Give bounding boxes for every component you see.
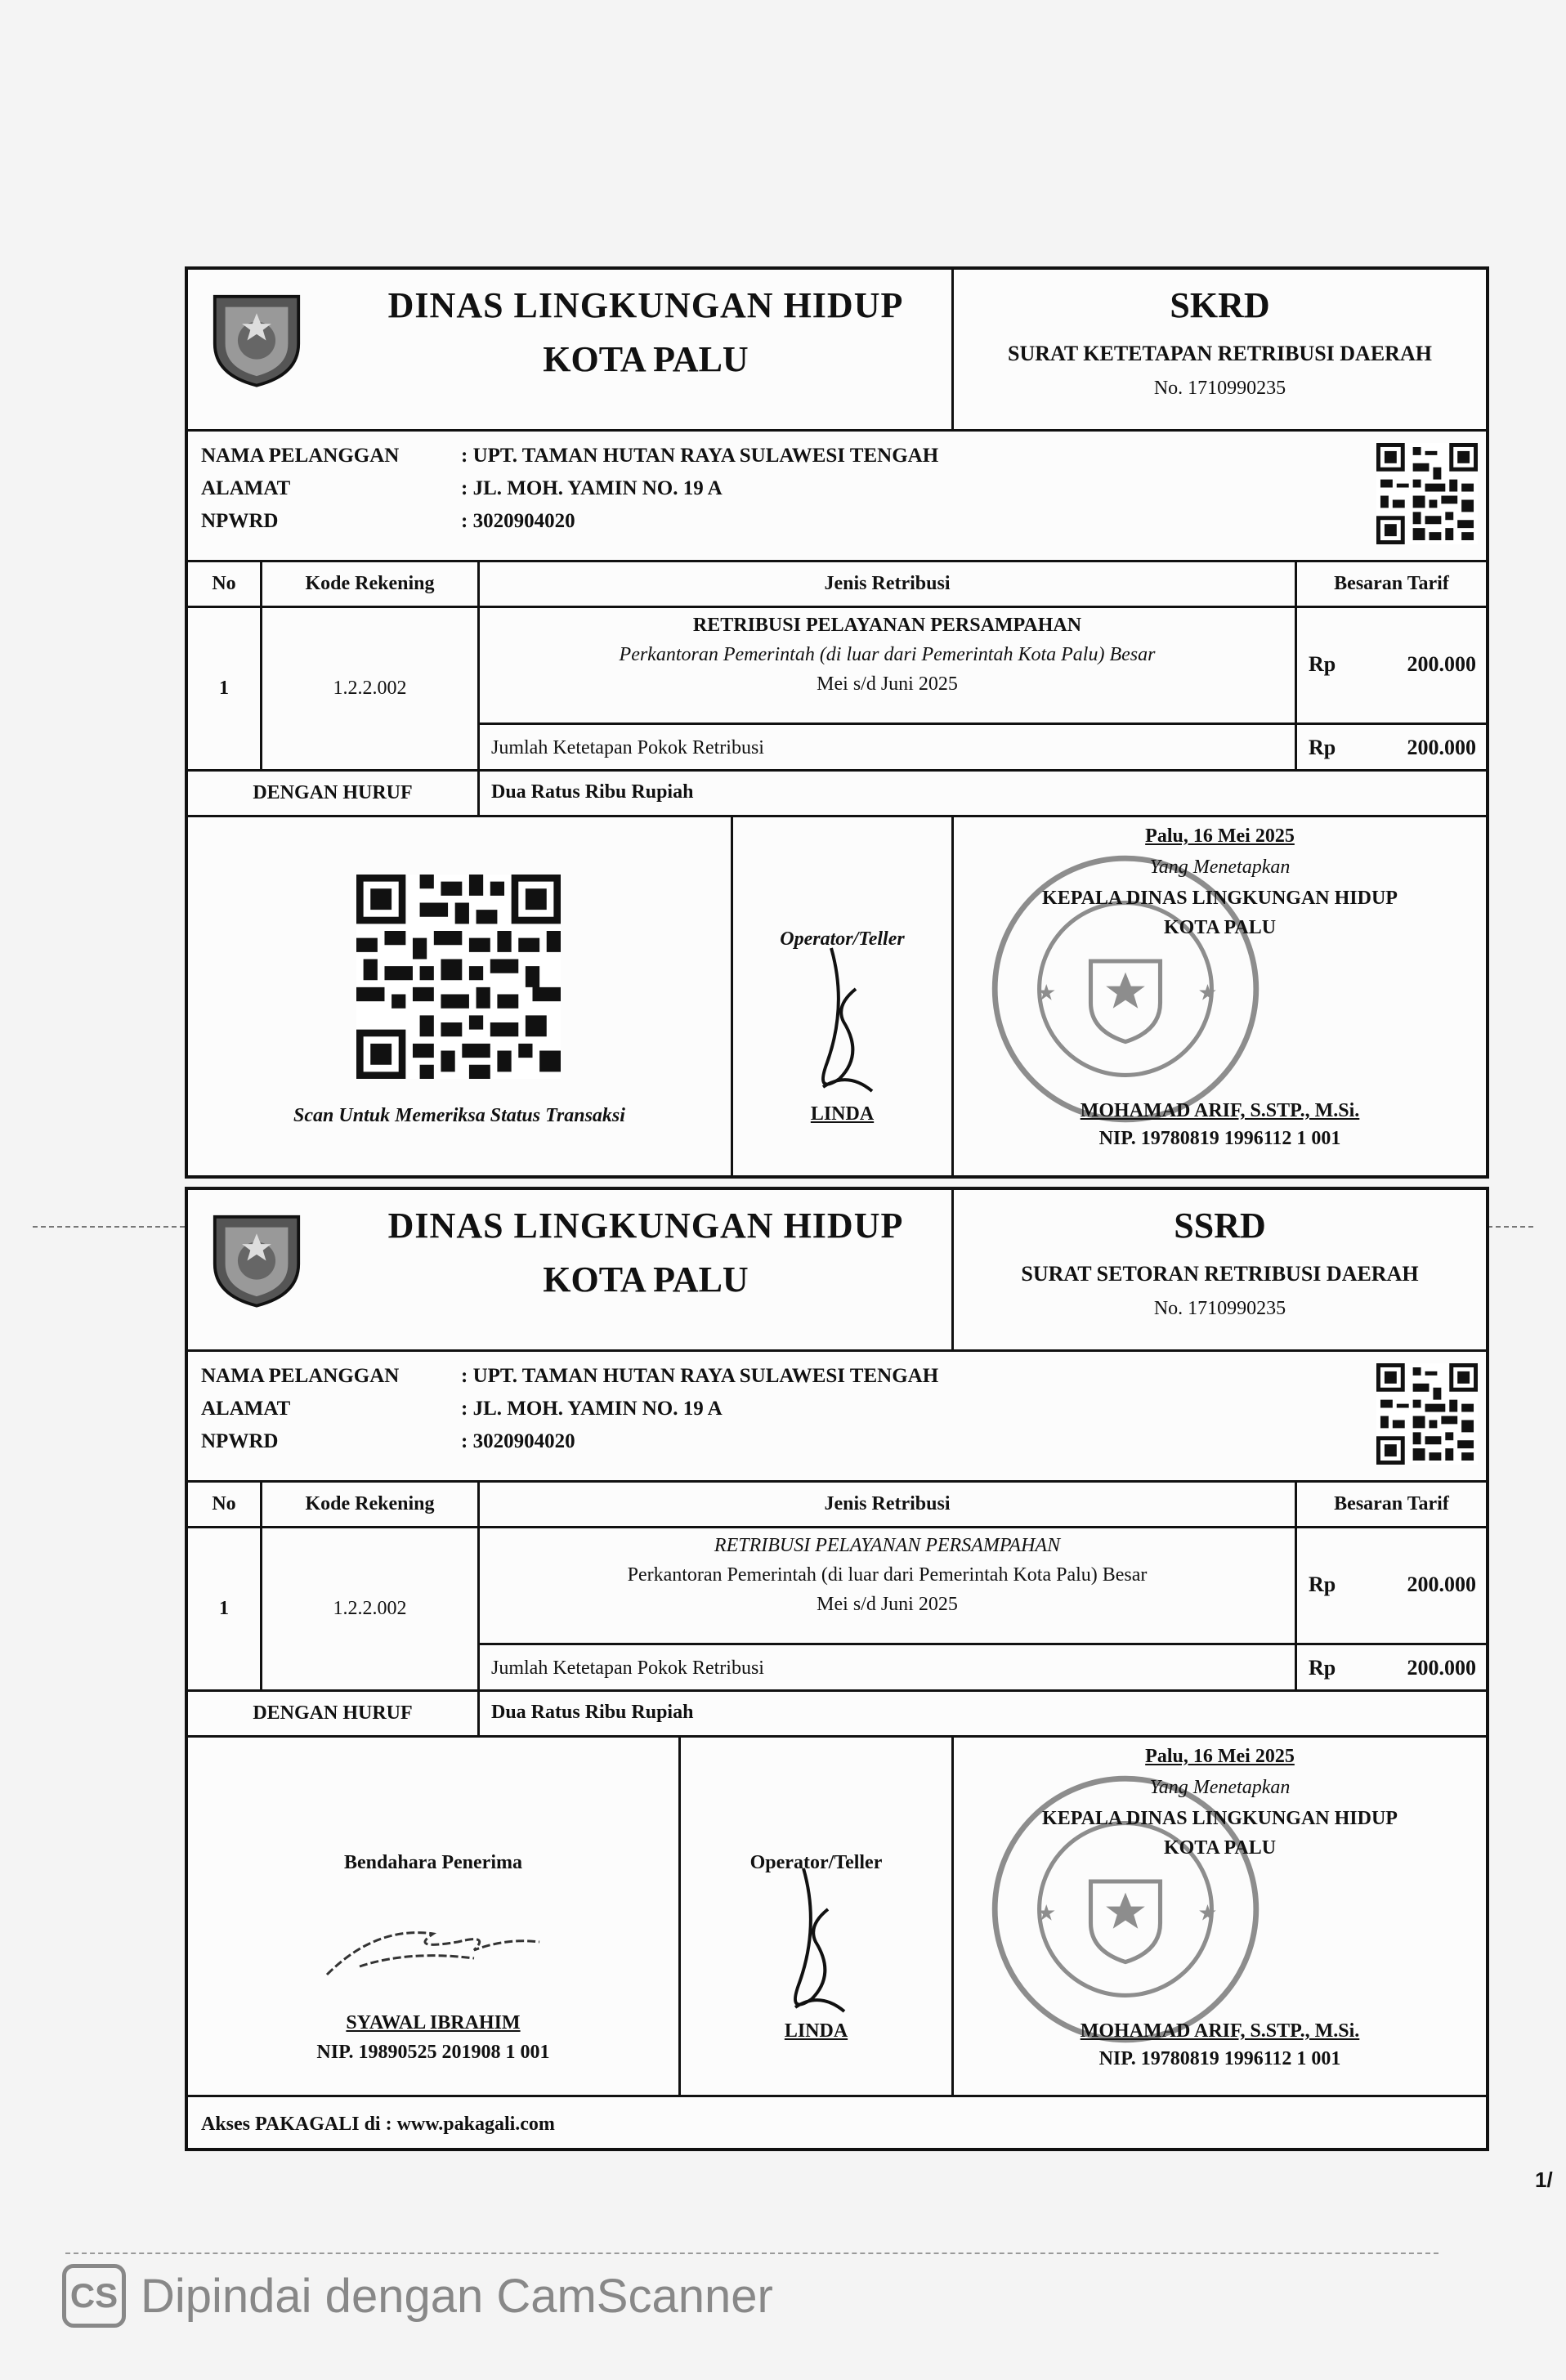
row-jenis	[477, 608, 1295, 769]
svg-text:★: ★	[1197, 1900, 1218, 1926]
terbilang-value: Dua Ratus Ribu Rupiah	[477, 1692, 1486, 1735]
signature-section	[188, 1738, 1486, 2097]
row-kode: 1.2.2.002	[260, 1528, 477, 1689]
row-tarif	[1295, 1528, 1486, 1689]
skrd-slip	[185, 266, 1489, 1179]
col-header-tarif: Besaran Tarif	[1295, 1483, 1486, 1526]
info-row	[201, 1398, 723, 1420]
qr-code-small-icon	[1376, 443, 1478, 544]
approval-line2: KEPALA DINAS LINGKUNGAN HIDUP	[1042, 888, 1398, 909]
operator-signature-icon	[771, 1860, 861, 2024]
page-number: 1/	[1535, 2168, 1553, 2192]
treasurer-label: Bendahara Penerima	[344, 1852, 522, 1873]
amount: 200.000	[1407, 652, 1476, 676]
tarif-detail	[1297, 608, 1486, 725]
doc-code: SSRD	[1174, 1206, 1266, 1246]
org-name: DINAS LINGKUNGAN HIDUP	[387, 1206, 904, 1246]
total-currency: Rp	[1309, 736, 1336, 759]
operator-name: LINDA	[784, 2020, 848, 2042]
qr-block	[188, 817, 731, 1175]
jenis-desc: Perkantoran Pemerintah (di luar dari Pemerintah Kota Palu) Besar	[627, 1564, 1148, 1586]
col-header-kode: Kode Rekening	[260, 1483, 477, 1526]
doc-number: No. 1710990235	[1153, 1298, 1286, 1319]
access-row	[188, 2097, 1486, 2148]
treasurer-name: SYAWAL IBRAHIM	[346, 2012, 521, 2033]
ssrd-slip	[185, 1187, 1489, 2151]
access-text: Akses PAKAGALI di : www.pakagali.com	[201, 2114, 555, 2135]
col-header-jenis: Jenis Retribusi	[477, 562, 1295, 606]
operator-name: LINDA	[810, 1103, 875, 1125]
currency: Rp	[1309, 1572, 1336, 1596]
scanner-watermark-text: Dipindai dengan CamScanner	[141, 2269, 773, 2323]
table-row	[188, 608, 1486, 772]
org-city: KOTA PALU	[543, 1259, 749, 1300]
jenis-desc: Perkantoran Pemerintah (di luar dari Pemerintah Kota Palu) Besar	[619, 644, 1156, 665]
terbilang-value: Dua Ratus Ribu Rupiah	[477, 772, 1486, 815]
total-amount: 200.000	[1407, 1656, 1476, 1680]
qr-code-icon	[356, 875, 561, 1079]
info-label: ALAMAT	[201, 1398, 291, 1420]
row-no: 1	[219, 1598, 229, 1619]
operator-signature-icon	[799, 940, 888, 1103]
row-jenis	[477, 1528, 1295, 1689]
treasurer-signature-icon	[311, 1893, 556, 1991]
operator-block	[678, 1738, 951, 2095]
treasurer-nip: NIP. 19890525 201908 1 001	[316, 2042, 550, 2063]
currency: Rp	[1309, 652, 1336, 676]
info-label: NAMA PELANGGAN	[201, 445, 400, 467]
camscanner-logo-icon: CS	[62, 2264, 126, 2328]
table-row	[188, 1528, 1486, 1692]
terbilang-row	[188, 1692, 1486, 1738]
col-header-jenis: Jenis Retribusi	[477, 1483, 1295, 1526]
doc-code: SKRD	[1170, 285, 1270, 325]
city-emblem-icon	[204, 286, 309, 391]
customer-info	[188, 1352, 1486, 1483]
total-currency: Rp	[1309, 1656, 1336, 1680]
total-amount: 200.000	[1407, 736, 1476, 759]
info-row	[201, 1430, 575, 1453]
org-block	[188, 270, 951, 429]
info-value: : 3020904020	[461, 510, 575, 532]
info-row	[201, 445, 938, 468]
tarif-detail	[1297, 1528, 1486, 1645]
info-value: : UPT. TAMAN HUTAN RAYA SULAWESI TENGAH	[461, 1365, 939, 1387]
qr-code-small-icon	[1376, 1363, 1478, 1465]
approver-nip: NIP. 19780819 1996112 1 001	[1098, 2048, 1341, 2069]
operator-block	[731, 817, 951, 1175]
approver-name: MOHAMAD ARIF, S.STP., M.Si.	[1080, 1100, 1360, 1121]
info-label: NPWRD	[201, 1430, 279, 1452]
customer-info	[188, 432, 1486, 562]
info-label: NPWRD	[201, 510, 279, 532]
table-header	[188, 1483, 1486, 1528]
jenis-period: Mei s/d Juni 2025	[817, 1594, 958, 1615]
info-value: : JL. MOH. YAMIN NO. 19 A	[461, 1398, 723, 1420]
qr-caption: Scan Untuk Memeriksa Status Transaksi	[293, 1105, 625, 1126]
approver-name: MOHAMAD ARIF, S.STP., M.Si.	[1080, 2020, 1360, 2042]
row-kode: 1.2.2.002	[260, 608, 477, 769]
approver-nip: NIP. 19780819 1996112 1 001	[1098, 1128, 1341, 1149]
signature-section	[188, 817, 1486, 1175]
jenis-period: Mei s/d Juni 2025	[817, 673, 958, 695]
doc-number: No. 1710990235	[1153, 378, 1286, 399]
info-row	[201, 510, 575, 533]
total-label: Jumlah Ketetapan Pokok Retribusi	[491, 1658, 764, 1679]
approval-block	[951, 817, 1486, 1175]
info-value: : 3020904020	[461, 1430, 575, 1452]
svg-text:★: ★	[1036, 1900, 1057, 1926]
terbilang-row	[188, 772, 1486, 817]
approval-block	[951, 1738, 1486, 2095]
info-value: : UPT. TAMAN HUTAN RAYA SULAWESI TENGAH	[461, 445, 939, 467]
approval-line2: KEPALA DINAS LINGKUNGAN HIDUP	[1042, 1808, 1398, 1829]
info-label: ALAMAT	[201, 477, 291, 499]
approval-line3: KOTA PALU	[1163, 1837, 1277, 1859]
jenis-title: RETRIBUSI PELAYANAN PERSAMPAHAN	[714, 1535, 1061, 1556]
jenis-title: RETRIBUSI PELAYANAN PERSAMPAHAN	[692, 615, 1082, 636]
terbilang-label: DENGAN HURUF	[253, 1702, 413, 1724]
terbilang-label: DENGAN HURUF	[253, 782, 413, 803]
approval-line1: Yang Menetapkan	[1149, 857, 1291, 878]
info-value: : JL. MOH. YAMIN NO. 19 A	[461, 477, 723, 499]
approval-line1: Yang Menetapkan	[1149, 1777, 1291, 1798]
org-name: DINAS LINGKUNGAN HIDUP	[387, 285, 904, 325]
total-label: Jumlah Ketetapan Pokok Retribusi	[491, 737, 764, 758]
svg-text:★: ★	[1197, 980, 1218, 1005]
row-tarif	[1295, 608, 1486, 769]
doc-title: SURAT KETETAPAN RETRIBUSI DAERAH	[1008, 342, 1432, 365]
treasurer-block	[188, 1738, 678, 2095]
city-emblem-icon	[204, 1206, 309, 1311]
info-label: NAMA PELANGGAN	[201, 1365, 400, 1387]
scanner-watermark	[62, 2264, 773, 2328]
svg-text:★: ★	[1036, 980, 1057, 1005]
org-city: KOTA PALU	[543, 339, 749, 379]
col-header-no: No	[212, 1493, 236, 1514]
org-block	[188, 1190, 951, 1349]
slip-header	[188, 1190, 1486, 1352]
doc-type-block	[951, 1190, 1486, 1349]
amount: 200.000	[1407, 1572, 1476, 1596]
col-header-kode: Kode Rekening	[260, 562, 477, 606]
operator-label: Operator/Teller	[749, 1852, 883, 1873]
approval-line3: KOTA PALU	[1163, 917, 1277, 938]
row-no: 1	[219, 678, 229, 699]
jenis-detail	[480, 1528, 1295, 1645]
approval-date: Palu, 16 Mei 2025	[1145, 1746, 1295, 1767]
jenis-detail	[480, 608, 1295, 725]
info-row	[201, 1365, 938, 1388]
col-header-tarif: Besaran Tarif	[1295, 562, 1486, 606]
scanner-divider	[65, 2252, 1438, 2254]
approval-date: Palu, 16 Mei 2025	[1145, 825, 1295, 847]
doc-type-block	[951, 270, 1486, 429]
info-row	[201, 477, 723, 500]
doc-title: SURAT SETORAN RETRIBUSI DAERAH	[1021, 1262, 1419, 1286]
col-header-no: No	[212, 573, 236, 594]
slip-header	[188, 270, 1486, 432]
operator-label: Operator/Teller	[780, 928, 905, 950]
table-header	[188, 562, 1486, 608]
